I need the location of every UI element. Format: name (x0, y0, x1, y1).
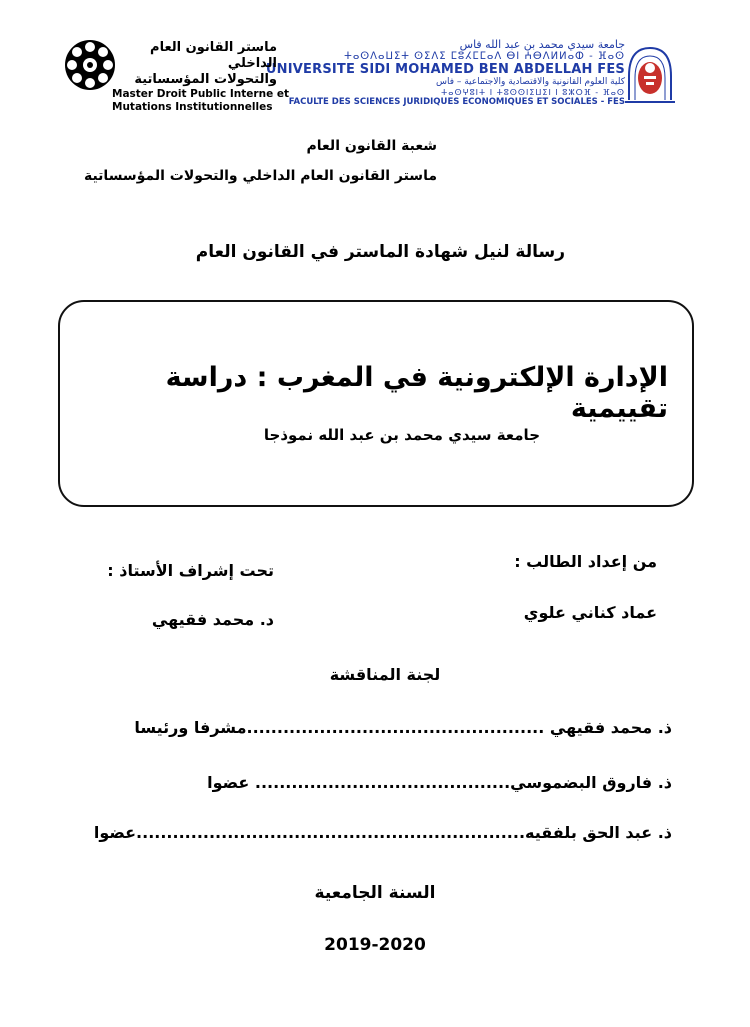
program-label: ماستر القانون العام الداخلي والتحولات المؤسساتية (83, 168, 437, 184)
faculty-arabic-name: كلية العلوم القانونية والاقتصادية والاجتماعية – فاس (435, 77, 625, 87)
committee-title: لجنة المناقشة (329, 665, 441, 684)
master-french-line-2: Mutations Institutionnelles (112, 101, 273, 113)
supervision-label: تحت إشراف الأستاذ : (107, 561, 274, 580)
university-arabic-name: جامعة سيدي محمد بن عبد الله فاس (459, 38, 625, 51)
committee-member: ذ. محمد فقيهي .................................................مشرفا ورئيسا (134, 718, 672, 737)
university-french-name: UNIVERSITE SIDI MOHAMED BEN ABDELLAH FES (265, 62, 625, 77)
university-header (265, 38, 625, 113)
department-label: شعبة القانون العام (306, 138, 437, 154)
committee-member: ذ. فاروق البضموسي.......................................... عضوا (207, 773, 672, 792)
master-program-logo-icon (63, 38, 117, 92)
thesis-purpose: رسالة لنيل شهادة الماستر في القانون العام (195, 242, 565, 262)
committee-member: ذ. عبد الحق بلفقيه................................................................عضوا (93, 823, 672, 842)
thesis-subtitle: جامعة سيدي محمد بن عبد الله نموذجا (263, 426, 540, 444)
student-name: عماد كناني علوي (523, 603, 657, 622)
prepared-by-label: من إعداد الطالب : (514, 552, 657, 571)
faculty-french-name: FACULTE DES SCIENCES JURIDIQUES ECONOMIQUES ET SOCIALES - FES (288, 97, 625, 107)
master-french-line-1: Master Droit Public Interne et (112, 88, 289, 100)
academic-year-label: السنة الجامعية (314, 883, 436, 903)
university-tifinagh-name: ⵜⴰⵙⴷⴰⵡⵉⵜ ⵙⵉⴷⵉ ⵎⵓⵃⵎⵎⴰⴷ ⴱⵏ ⵄⴱⴷⵍⵍⴰⵀ - ⴼⴰⵙ (344, 51, 625, 62)
academic-year-value: 2019-2020 (324, 935, 426, 955)
master-arabic-line-1: ماستر القانون العام الداخلي (150, 40, 277, 71)
master-program-title (112, 40, 289, 114)
master-arabic-line-2: والتحولات المؤسساتية (134, 72, 277, 87)
thesis-title: الإدارة الإلكترونية في المغرب : دراسة تقييمية (165, 362, 668, 424)
supervisor-name: د. محمد فقيهي (151, 610, 274, 629)
faculty-tifinagh-name: ⵜⴰⵙⵖⵓⵏⵜ ⵏ ⵜⵓⵙⵙⵏⵉⵡⵉⵏ ⵏ ⵓⵣⵔⴼ - ⴼⴰⵙ (441, 88, 625, 97)
university-emblem-icon (623, 42, 678, 108)
